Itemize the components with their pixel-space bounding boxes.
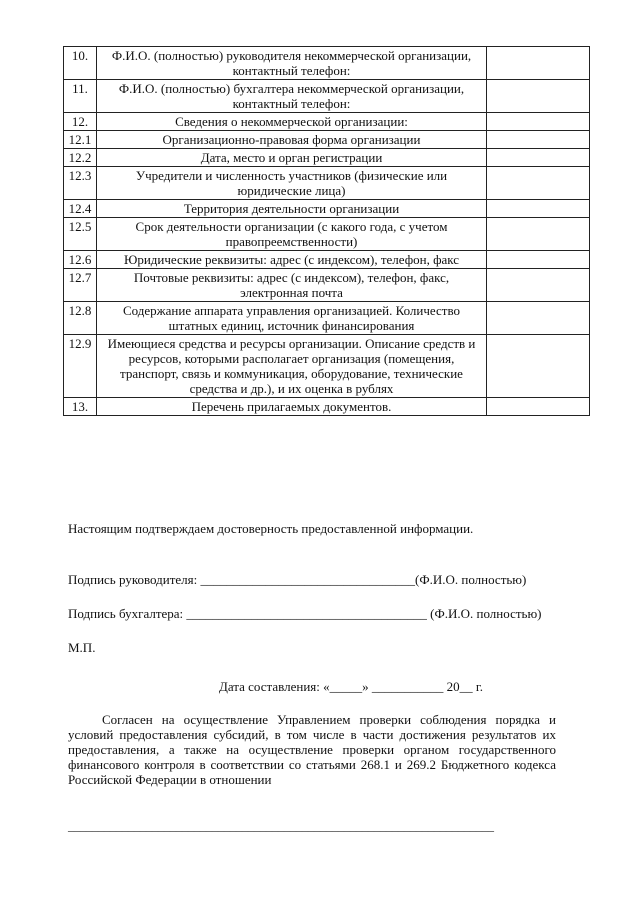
row-value-cell[interactable] [487, 80, 590, 113]
table-row [64, 80, 590, 113]
table-row [64, 302, 590, 335]
stamp-place: М.П. [68, 640, 96, 655]
row-value-cell[interactable] [487, 251, 590, 269]
row-description: Ф.И.О. (полностью) руководителя некоммерческой организации, контактный телефон: [97, 47, 487, 80]
row-number: 12.9 [64, 335, 97, 398]
signature-head-line: Подпись руководителя: _________________________________(Ф.И.О. полностью) [68, 572, 527, 587]
row-description: Дата, место и орган регистрации [97, 149, 487, 167]
table-body [64, 47, 590, 416]
row-value-cell[interactable] [487, 149, 590, 167]
row-description: Юридические реквизиты: адрес (с индексом), телефон, факс [97, 251, 487, 269]
table-row [64, 218, 590, 251]
row-description: Перечень прилагаемых документов. [97, 398, 487, 416]
row-description: Организационно-правовая форма организации [97, 131, 487, 149]
row-number: 12. [64, 113, 97, 131]
table-row [64, 47, 590, 80]
row-value-cell[interactable] [487, 113, 590, 131]
row-description: Территория деятельности организации [97, 200, 487, 218]
row-number: 12.1 [64, 131, 97, 149]
row-value-cell[interactable] [487, 200, 590, 218]
row-value-cell[interactable] [487, 302, 590, 335]
row-value-cell[interactable] [487, 167, 590, 200]
table-row [64, 269, 590, 302]
row-description: Содержание аппарата управления организацией. Количество штатных единиц, источник финансирования [97, 302, 487, 335]
row-value-cell[interactable] [487, 398, 590, 416]
row-description: Ф.И.О. (полностью) бухгалтера некоммерческой организации, контактный телефон: [97, 80, 487, 113]
row-value-cell[interactable] [487, 269, 590, 302]
table-row [64, 335, 590, 398]
row-value-cell[interactable] [487, 335, 590, 398]
row-description: Имеющиеся средства и ресурсы организации. Описание средств и ресурсов, которыми располагает организация (помещения, транспорт, связь и коммуникация, оборудование, технические средства и др.), и их оценка в рублях [97, 335, 487, 398]
row-number: 11. [64, 80, 97, 113]
row-description: Сведения о некоммерческой организации: [97, 113, 487, 131]
row-number: 12.2 [64, 149, 97, 167]
table-row [64, 200, 590, 218]
table-row [64, 167, 590, 200]
table-row [64, 398, 590, 416]
row-value-cell[interactable] [487, 218, 590, 251]
table-row [64, 131, 590, 149]
row-value-cell[interactable] [487, 131, 590, 149]
row-description: Почтовые реквизиты: адрес (с индексом), телефон, факс, электронная почта [97, 269, 487, 302]
confirmation-text: Настоящим подтверждаем достоверность предоставленной информации. [68, 521, 474, 536]
row-number: 12.8 [64, 302, 97, 335]
row-description: Учредители и численность участников (физические или юридические лица) [97, 167, 487, 200]
table-row [64, 149, 590, 167]
consent-blank-line: _______________________________________________________________________ [68, 819, 494, 833]
row-number: 12.3 [64, 167, 97, 200]
row-number: 10. [64, 47, 97, 80]
row-number: 12.4 [64, 200, 97, 218]
date-line: Дата составления: «_____» ___________ 20__ г. [219, 679, 483, 694]
consent-paragraph: Согласен на осуществление Управлением проверки соблюдения порядка и условий предоставления субсидий, в том числе в части достижения результатов их предоставления, а также на осуществление проверки органом государственного финансового контроля в соответствии со статьями 268.1 и 269.2 Бюджетного кодекса Российской Федерации в отношении [68, 712, 556, 787]
row-number: 13. [64, 398, 97, 416]
row-number: 12.7 [64, 269, 97, 302]
table-row [64, 113, 590, 131]
table-row [64, 251, 590, 269]
row-value-cell[interactable] [487, 47, 590, 80]
signature-accountant-line: Подпись бухгалтера: _____________________________________ (Ф.И.О. полностью) [68, 606, 542, 621]
row-number: 12.6 [64, 251, 97, 269]
application-table [63, 46, 590, 416]
row-number: 12.5 [64, 218, 97, 251]
row-description: Срок деятельности организации (с какого года, с учетом правопреемственности) [97, 218, 487, 251]
